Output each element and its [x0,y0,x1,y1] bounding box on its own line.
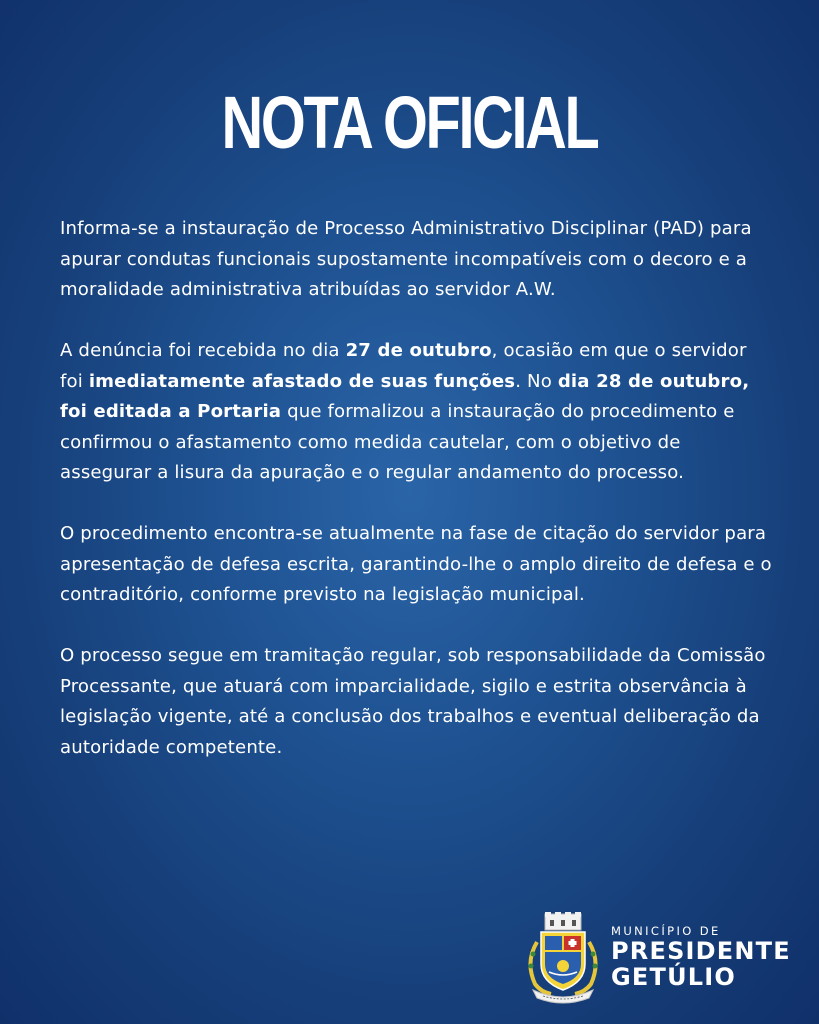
paragraph-3: O procedimento encontra-se atualmente na fase de citação do servidor para apresentação de defesa escrita, garantindo-lhe o amplo direito de defesa e o contraditório, conforme previsto na legislação municipal. [60,523,772,605]
municipality-name [611,924,791,990]
paragraph-1: Informa-se a instauração de Processo Administrativo Disciplinar (PAD) para apurar condutas funcionais supostamente incompatíveis com o decoro e a moralidade administrativa atribuídas ao servidor A.W. [60,218,752,300]
coat-of-arms-icon [523,912,603,1004]
date-27-october: 27 de outubro [345,340,492,361]
paragraph-2-text-1: A denúncia foi recebida no dia [60,340,346,361]
notice-body [60,214,772,794]
paragraph-4: O processo segue em tramitação regular, sob responsabilidade da Comissão Processante, que atuará com imparcialidade, sigilo e estrita observância à legislação vigente, até a conclusão dos trabalhos e eventual deliberação da autoridade competente. [60,645,766,758]
portaria-phrase: dia 28 de outubro, foi editada a Portaria [60,370,750,422]
suspension-phrase: imediatamente afastado de suas funções [88,370,516,392]
paragraph-2-text-4: que formalizou a instauração do procedimento e confirmou o afastamento como medida cautelar, com o objetivo de assegurar a lisura da apuração e o regular andamento do processo. [60,401,735,483]
paragraph-2-text-2: , ocasião em que o servidor foi [60,340,747,392]
paragraph-2-text-3: . No [515,370,558,392]
page-title: NOTA OFICIAL [221,81,598,164]
paragraph-2 [60,336,772,489]
municipality-logo [523,912,803,1004]
municipality-prefix: MUNICÍPIO DE [611,924,721,938]
municipality-name-line-2: GETÚLIO [611,963,736,991]
municipality-name-line-1: PRESIDENTE [611,937,791,965]
